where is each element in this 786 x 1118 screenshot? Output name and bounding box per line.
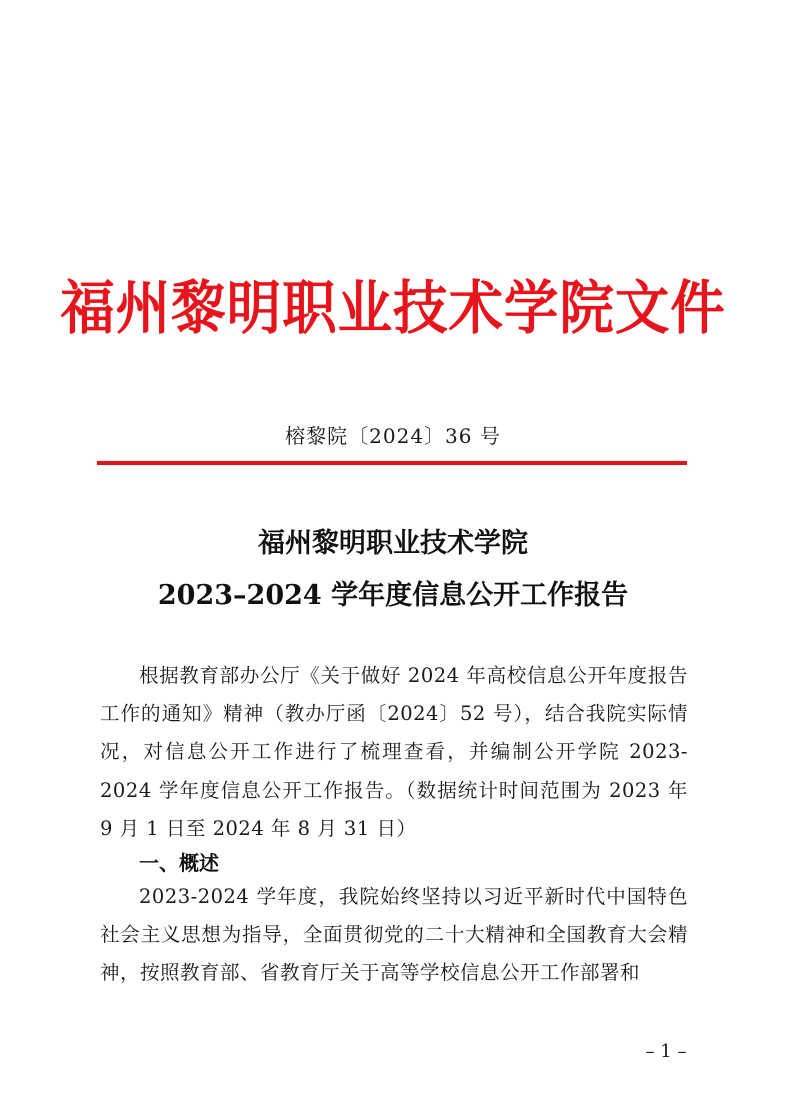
page-number: – 1 – <box>645 1041 687 1062</box>
overview-paragraph: 2023-2024 学年度，我院始终坚持以习近平新时代中国特色社会主义思想为指导，全面贯彻党的二十大精神和全国教育大会精神，按照教育部、省教育厅关于高等学校信息公开工作部署和 <box>100 885 688 985</box>
report-title-line-1: 福州黎明职业技术学院 <box>258 528 528 559</box>
report-title-line-2: 2023–2024 学年度信息公开工作报告 <box>157 580 629 611</box>
document-number: 榕黎院〔2024〕36 号 <box>285 424 501 448</box>
masthead-title: 福州黎明职业技术学院文件 <box>60 274 726 342</box>
red-divider-rule <box>97 461 687 465</box>
section-heading-overview: 一、概述 <box>139 851 219 875</box>
intro-paragraph: 根据教育部办公厅《关于做好 2024 年高校信息公开年度报告工作的通知》精神（教办厅函〔2024〕52 号），结合我院实际情况，对信息公开工作进行了梳理查看，并编制公开学院 2023-2024 学年度信息公开工作报告。（数据统计时间范围为 2023 年 9 月 1 日至 2024 年 8 月 31 日） <box>100 664 688 840</box>
